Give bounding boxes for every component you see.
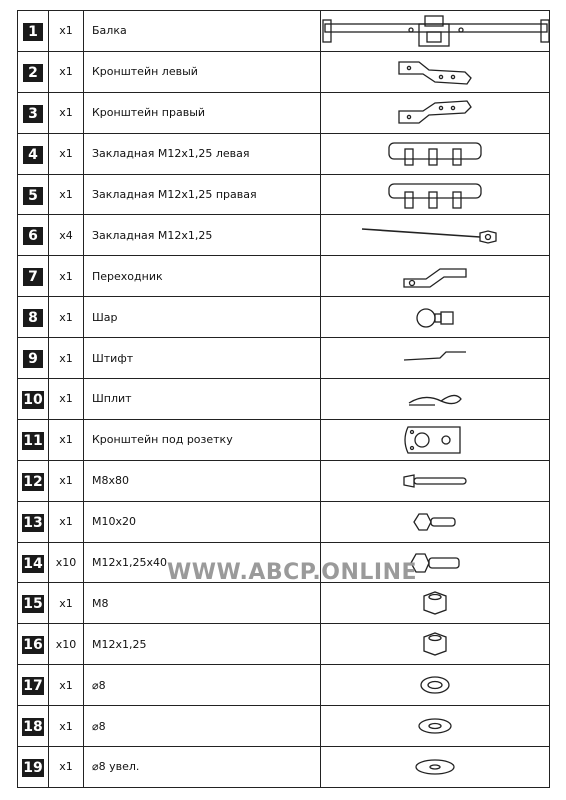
part-quantity: x1 [49,665,84,706]
part-number: 5 [23,187,43,205]
part-number: 11 [23,432,43,449]
part-number: 4 [23,146,43,164]
part-name: Кронштейн левый [84,51,321,92]
part-number-cell [18,92,49,133]
part-number-cell [18,665,49,706]
part-image-cell [321,11,550,52]
part-number-cell [18,379,49,420]
part-name: М12х1,25х40 [84,542,321,583]
part-image-cell [321,624,550,665]
part-number: 17 [23,678,43,695]
part-number: 8 [23,309,43,327]
left-embed-plate-icon [321,139,549,169]
part-number: 10 [23,391,43,408]
part-quantity: x1 [49,460,84,501]
part-name: Кронштейн под розетку [84,419,321,460]
long-bolt-icon [321,471,549,491]
socket-bracket-icon [321,423,549,457]
right-bracket-icon [321,97,549,129]
part-number-cell [18,706,49,747]
part-image-cell [321,51,550,92]
part-quantity: x1 [49,297,84,338]
part-row [18,297,550,338]
left-bracket-icon [321,56,549,88]
part-name: Закладная М12х1,25 правая [84,174,321,215]
part-number-cell [18,460,49,501]
beam-icon [321,14,549,48]
part-number: 19 [23,759,43,776]
part-row [18,419,550,460]
part-name: Шар [84,297,321,338]
part-quantity: x1 [49,51,84,92]
part-number-cell [18,256,49,297]
hex-nut-icon [321,590,549,616]
part-name: М8 [84,583,321,624]
part-name: Переходник [84,256,321,297]
part-image-cell [321,215,550,256]
part-image-cell [321,379,550,420]
part-number: 12 [23,473,43,490]
hex-nut-icon [321,631,549,657]
part-row [18,11,550,52]
adapter-icon [321,261,549,291]
part-name: Балка [84,11,321,52]
part-number-cell [18,419,49,460]
part-row [18,92,550,133]
part-name: Штифт [84,338,321,379]
part-number-cell [18,583,49,624]
part-number: 13 [23,514,43,531]
part-name: М10х20 [84,501,321,542]
right-embed-plate-icon [321,180,549,210]
part-number: 1 [23,23,43,41]
part-number: 3 [23,105,43,123]
part-row [18,706,550,747]
part-number-cell [18,747,49,788]
part-image-cell [321,92,550,133]
watermark: WWW.ABCP.ONLINE [167,560,418,585]
part-image-cell [321,747,550,788]
part-number: 14 [23,555,43,572]
part-number-cell [18,542,49,583]
part-row [18,665,550,706]
part-quantity: x1 [49,11,84,52]
part-name: ⌀8 увел. [84,747,321,788]
short-bolt-icon [321,511,549,533]
part-name: Закладная М12х1,25 левая [84,133,321,174]
cotter-pin-icon [321,389,549,409]
part-quantity: x10 [49,624,84,665]
part-quantity: x1 [49,706,84,747]
part-quantity: x1 [49,174,84,215]
part-name: ⌀8 [84,706,321,747]
part-number: 6 [23,227,43,245]
part-number: 2 [23,64,43,82]
part-image-cell [321,665,550,706]
part-row [18,460,550,501]
part-quantity: x1 [49,338,84,379]
part-name: ⌀8 [84,665,321,706]
part-row [18,583,550,624]
part-row [18,133,550,174]
part-image-cell [321,706,550,747]
part-quantity: x1 [49,583,84,624]
part-image-cell [321,256,550,297]
part-number-cell [18,51,49,92]
part-name: М8х80 [84,460,321,501]
part-image-cell [321,174,550,215]
part-row [18,379,550,420]
part-image-cell [321,419,550,460]
part-name: Шплит [84,379,321,420]
flat-washer-icon [321,714,549,738]
part-quantity: x1 [49,747,84,788]
part-quantity: x1 [49,92,84,133]
part-quantity: x1 [49,379,84,420]
part-row [18,624,550,665]
part-number-cell [18,174,49,215]
part-quantity: x1 [49,501,84,542]
part-image-cell [321,297,550,338]
part-quantity: x1 [49,133,84,174]
part-image-cell [321,460,550,501]
part-number: 16 [23,637,43,654]
wire-nut-icon [321,225,549,245]
part-number-cell [18,297,49,338]
part-name: Кронштейн правый [84,92,321,133]
part-number: 15 [23,596,43,613]
parts-list-table [17,10,550,788]
part-number-cell [18,215,49,256]
part-name: Закладная М12х1,25 [84,215,321,256]
part-image-cell [321,133,550,174]
part-row [18,174,550,215]
part-number: 9 [23,350,43,368]
part-quantity: x4 [49,215,84,256]
part-row [18,338,550,379]
part-row [18,215,550,256]
part-row [18,256,550,297]
part-image-cell [321,501,550,542]
part-image-cell [321,338,550,379]
pin-icon [321,348,549,368]
part-number-cell [18,338,49,379]
tow-ball-icon [321,302,549,332]
part-number-cell [18,624,49,665]
spring-washer-icon [321,672,549,698]
part-quantity: x10 [49,542,84,583]
part-row [18,51,550,92]
part-name: М12х1,25 [84,624,321,665]
part-number-cell [18,501,49,542]
part-number: 18 [23,719,43,736]
part-row [18,747,550,788]
part-number: 7 [23,268,43,286]
part-image-cell [321,583,550,624]
part-number-cell [18,11,49,52]
part-number-cell [18,133,49,174]
part-quantity: x1 [49,256,84,297]
part-quantity: x1 [49,419,84,460]
part-row [18,501,550,542]
large-washer-icon [321,755,549,779]
